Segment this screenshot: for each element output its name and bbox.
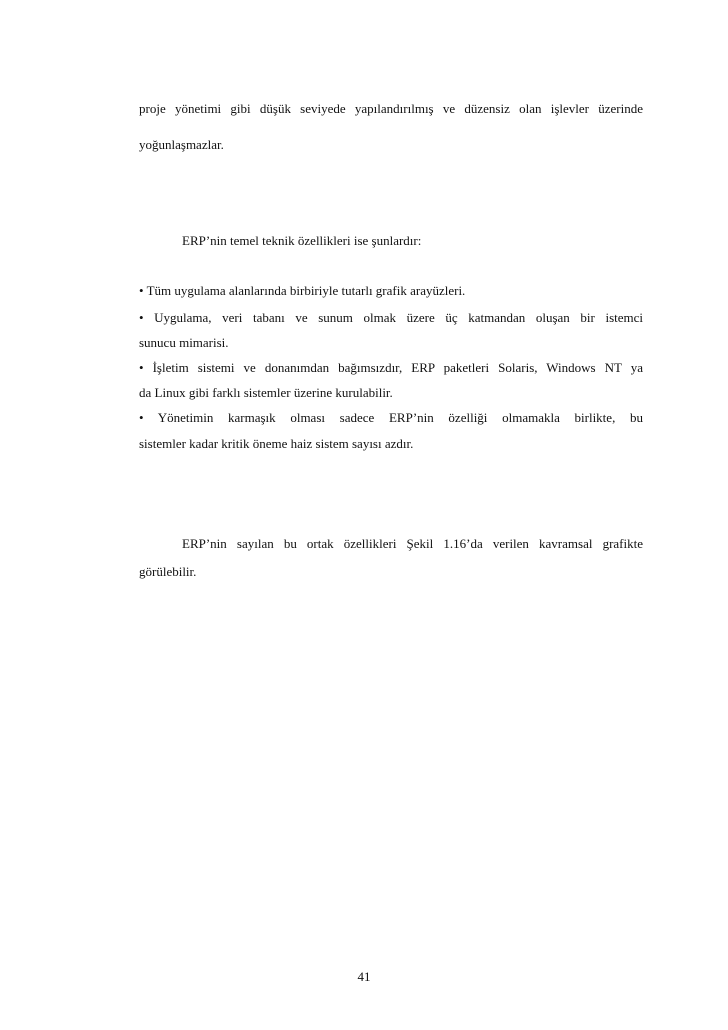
bullet-1-line-1: • Tüm uygulama alanlarında birbiriyle tutarlı grafik arayüzleri. <box>139 283 466 298</box>
bullet-4-line-1: • Yönetimin karmaşık olması sadece ERP’nin özelliği olmamakla birlikte, bu <box>139 410 643 425</box>
bullet-3-line-1: • İşletim sistemi ve donanımdan bağımsızdır, ERP paketleri Solaris, Windows NT ya <box>139 360 643 375</box>
bullet-3-line-2: da Linux gibi farklı sistemler üzerine kurulabilir. <box>139 385 393 400</box>
paragraph-3-line-2: görülebilir. <box>139 564 197 579</box>
paragraph-3-line-1: ERP’nin sayılan bu ortak özellikleri Şekil 1.16’da verilen kavramsal grafikte <box>182 536 643 551</box>
bullet-4-line-2: sistemler kadar kritik öneme haiz sistem sayısı azdır. <box>139 436 414 451</box>
paragraph-2-intro: ERP’nin temel teknik özellikleri ise şunlardır: <box>182 233 422 248</box>
paragraph-1-line-2: yoğunlaşmazlar. <box>139 137 224 152</box>
page-number: 41 <box>357 969 371 984</box>
paragraph-1-line-1: proje yönetimi gibi düşük seviyede yapılandırılmış ve düzensiz olan işlevler üzerinde <box>139 101 643 116</box>
bullet-2-line-1: • Uygulama, veri tabanı ve sunum olmak üzere üç katmandan oluşan bir istemci <box>139 310 643 325</box>
bullet-2-line-2: sunucu mimarisi. <box>139 335 229 350</box>
